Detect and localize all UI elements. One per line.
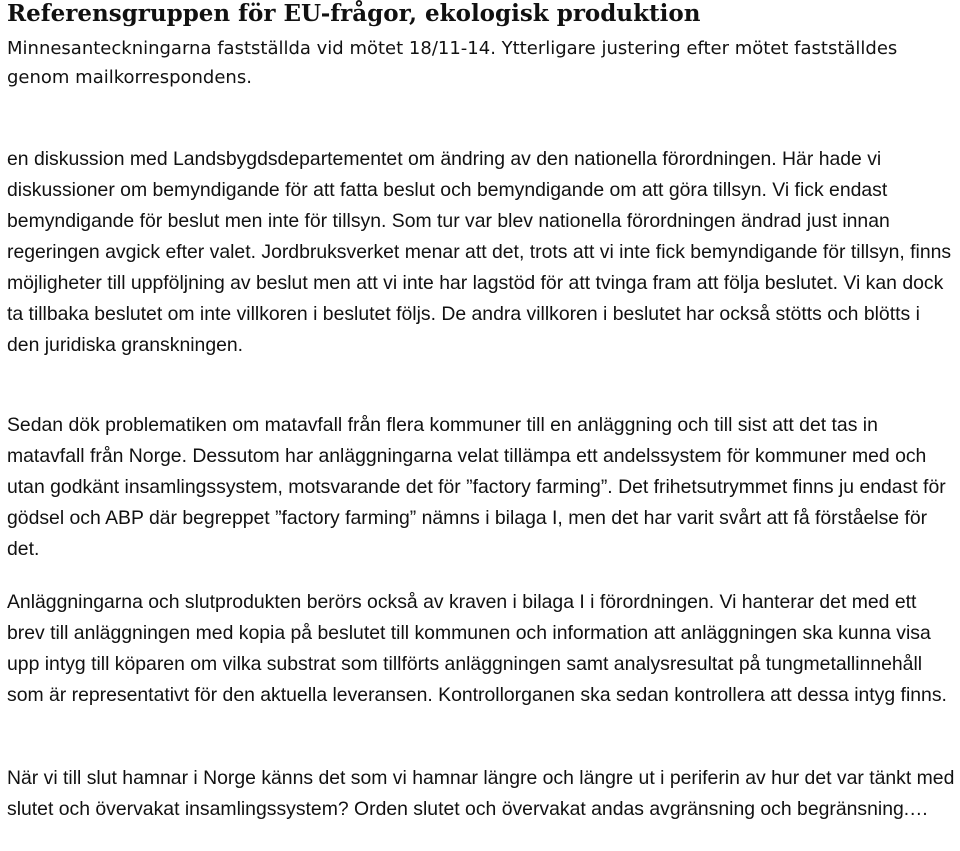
document-subtitle: Minnesanteckningarna fastställda vid mötet 18/11-14. Ytterligare justering efter mötet fastställdes genom mailkorrespondens. [7,38,898,88]
body-paragraph: När vi till slut hamnar i Norge känns det som vi hamnar längre och längre ut i periferin av hur det var tänkt med slutet och övervakat insamlingssystem? Orden slutet och övervakat andas avgränsning och begränsning.… [7,767,955,820]
document-title: Referensgruppen för EU-frågor, ekologisk produktion [7,0,701,27]
body-paragraph: Anläggningarna och slutprodukten berörs också av kraven i bilaga I i förordningen. Vi hanterar det med ett brev till anläggningen med kopia på beslutet till kommunen och information att anläggningen ska kunna visa upp intyg till köparen om vilka substrat som tillförts anläggningen samt analysresultat på tungmetallinnehåll som är representativt för den aktuella leveransen. Kontrollorganen ska sedan kontrollera att dessa intyg finns. [7,591,947,706]
body-paragraph: Sedan dök problematiken om matavfall från flera kommuner till en anläggning och till sist att det tas in matavfall från Norge. Dessutom har anläggningarna velat tillämpa ett andelssystem för kommuner med och utan godkänt insamlingssystem, motsvarande det för ”factory farming”. Det frihetsutrymmet finns ju endast för gödsel och ABP där begreppet ”factory farming” nämns i bilaga I, men det har varit svårt att få förståelse för det. [7,414,946,560]
body-paragraph: en diskussion med Landsbygdsdepartementet om ändring av den nationella förordningen. Här hade vi diskussioner om bemyndigande för att fatta beslut och bemyndigande om att göra tillsyn. Vi fick endast bemyndigande för beslut men inte för tillsyn. Som tur var blev nationella förordningen ändrad just innan regeringen avgick efter valet. Jordbruksverket menar att det, trots att vi inte fick bemyndigande för tillsyn, finns möjligheter till uppföljning av beslut men att vi inte har lagstöd för att tvinga fram att följa beslutet. Vi kan dock ta tillbaka beslutet om inte villkoren i beslutet följs. De andra villkoren i beslutet har också stötts och blötts i den juridiska granskningen. [7,148,952,356]
